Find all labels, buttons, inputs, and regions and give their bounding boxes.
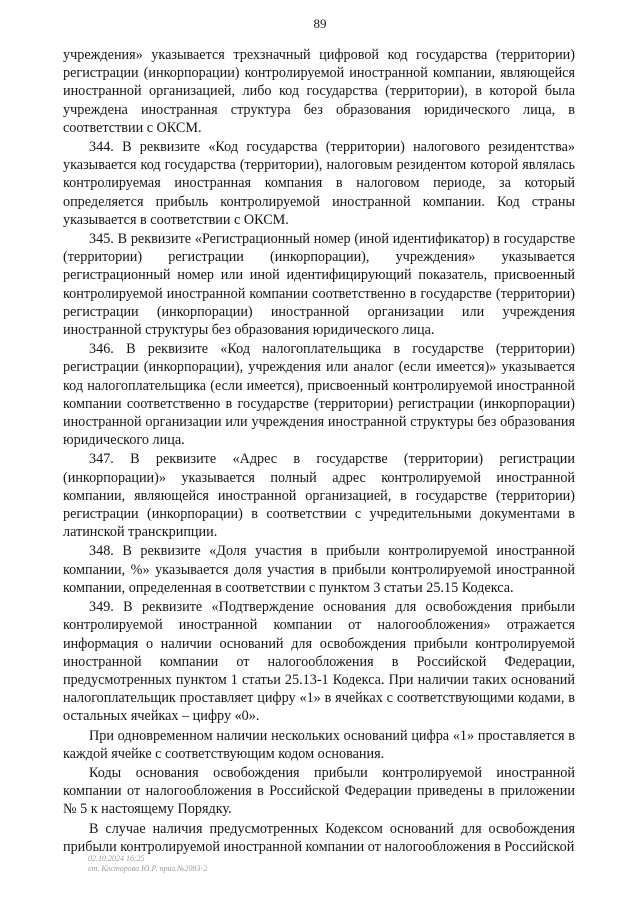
paragraph-exemption-cases: В случае наличия предусмотренных Кодексом оснований для освобождения прибыли контролируемой иностранной компании от налогообложения в Российской bbox=[63, 820, 575, 855]
paragraph-349: 349. В реквизите «Подтверждение основания для освобождения прибыли контролируемой иностранной компании от налогообложения» отражается информация о наличии оснований для освобождения прибыли контролируемой иностранной компании от налогообложения в Российской Федерации, предусмотренных пунктом 1 статьи 25.13-1 Кодекса. При наличии таких оснований налогоплательщик проставляет цифру «1» в ячейках с соответствующими кодами, в остальных ячейках – цифру «0». bbox=[63, 599, 575, 725]
paragraph-345: 345. В реквизите «Регистрационный номер (иной идентификатор) в государстве (территории) регистрации (инкорпорации), учреждения» указывается регистрационный номер или иной идентифицирующий показатель, присвоенный контролируемой иностранной компании соответственно в государстве (территории) регистрации (инкорпорации) иностранной организации или учреждения иностранной структуры без образования юридического лица. bbox=[63, 231, 575, 339]
body-text bbox=[63, 46, 575, 856]
footer-timestamp: 02.10.2024 16:25 bbox=[88, 854, 145, 863]
paragraph-multiple-grounds: При одновременном наличии нескольких оснований цифра «1» проставляется в каждой ячейке с соответствующим кодом основания. bbox=[63, 727, 575, 762]
paragraph-347: 347. В реквизите «Адрес в государстве (территории) регистрации (инкорпорации)» указывается полный адрес контролируемой иностранной компании, являющейся иностранной организацией, в государстве (территории) регистрации (инкорпорации) в соответствии с учредительными документами в латинской транскрипции. bbox=[63, 451, 575, 541]
footer-stamp bbox=[88, 854, 207, 874]
footer-reference: ст. Косторова Ю.Р. прил.№2083-2 bbox=[88, 864, 208, 873]
page-number: 89 bbox=[313, 16, 327, 31]
paragraph-348: 348. В реквизите «Доля участия в прибыли контролируемой иностранной компании, %» указывается доля участия в прибыли контролируемой иностранной компании, определенная в соответствии с пунктом 3 статьи 25.15 Кодекса. bbox=[63, 543, 575, 596]
paragraph-continuation: учреждения» указывается трехзначный цифровой код государства (территории) регистрации (инкорпорации) контролируемой иностранной компании, являющейся иностранной организацией, либо код государства (территории), в которой была учреждена иностранная структура без образования юридического лица, в соответствии с ОКСМ. bbox=[63, 47, 575, 136]
paragraph-exemption-codes: Коды основания освобождения прибыли контролируемой иностранной компании от налогообложения в Российской Федерации приведены в приложении № 5 к настоящему Порядку. bbox=[63, 764, 575, 818]
paragraph-346: 346. В реквизите «Код налогоплательщика в государстве (территории) регистрации (инкорпорации), учреждения или аналог (если имеется)» указывается код налогоплательщика (если имеется), присвоенный контролируемой иностранной компании соответственно в государстве (территории) регистрации (инкорпорации) иностранной организации или учреждения иностранной структуры без образования юридического лица. bbox=[63, 341, 575, 449]
paragraph-344: 344. В реквизите «Код государства (территории) налогового резидентства» указывается код государства (территории), налоговым резидентом которой являлась контролируемая иностранная компания в налоговом периоде, за который определяется прибыль контролируемой иностранной компании. Код страны указывается в соответствии с ОКСМ. bbox=[63, 139, 575, 228]
